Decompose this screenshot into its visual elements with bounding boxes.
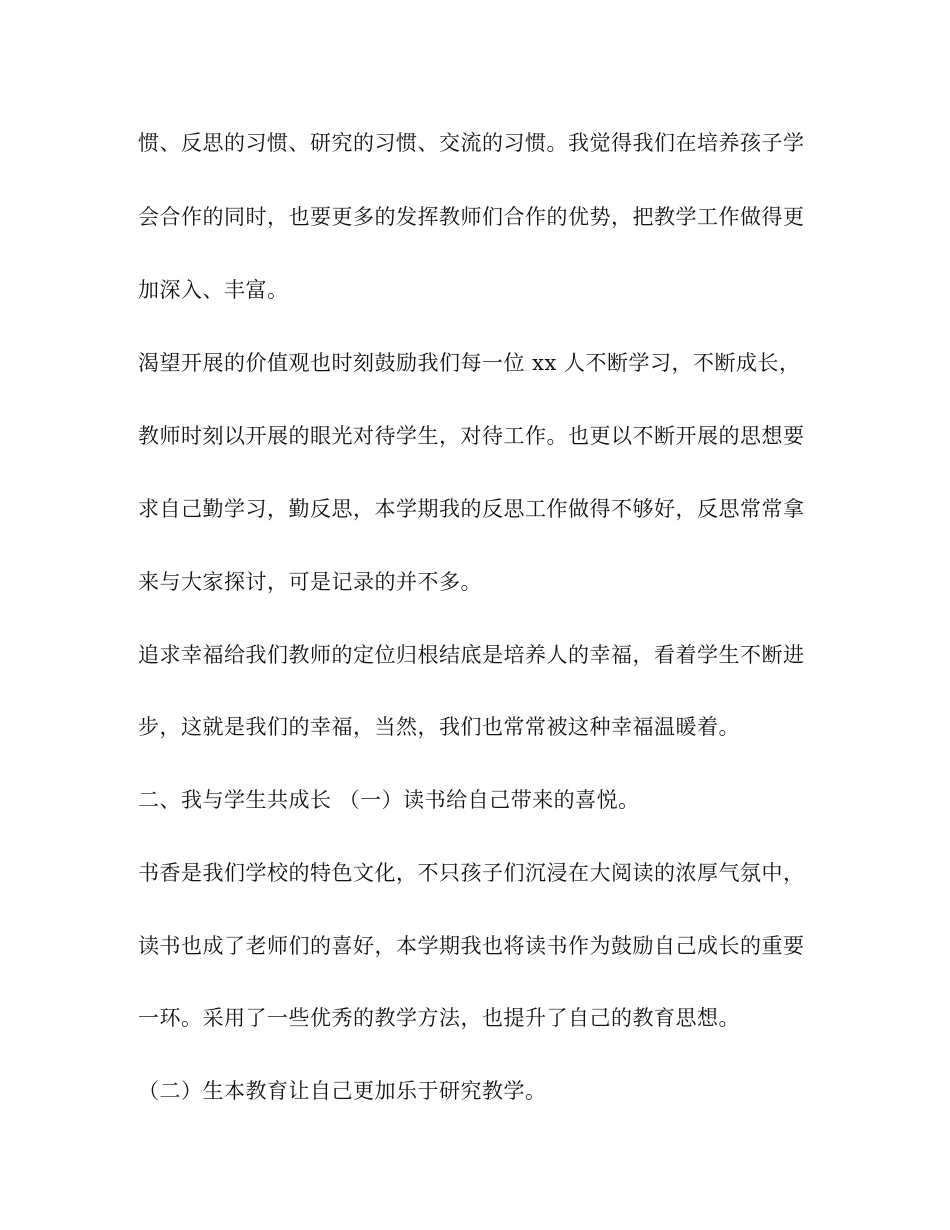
text-line-13: 一环。采用了一些优秀的教学方法，也提升了自己的教育思想。 [138, 1006, 740, 1030]
text-line-1: 惯、反思的习惯、研究的习惯、交流的习惯。我觉得我们在培养孩子学 [138, 131, 805, 155]
text-line-5: 教师时刻以开展的眼光对待学生，对待工作。也更以不断开展的思想要 [138, 424, 805, 448]
text-line-9: 步，这就是我们的幸福，当然，我们也常常被这种幸福温暖着。 [138, 715, 740, 739]
text-line-8: 追求幸福给我们教师的定位归根结底是培养人的幸福，看着学生不断进 [138, 643, 805, 667]
text-line-7: 来与大家探讨，可是记录的并不多。 [138, 570, 482, 594]
text-line-2: 会合作的同时，也要更多的发挥教师们合作的优势，把教学工作做得更 [138, 205, 805, 229]
text-line-4: 渴望开展的价值观也时刻鼓励我们每一位 xx 人不断学习，不断成长， [138, 351, 801, 375]
section-heading: 二、我与学生共成长 （一）读书给自己带来的喜悦。 [138, 788, 640, 812]
text-line-11: 书香是我们学校的特色文化，不只孩子们沉浸在大阅读的浓厚气氛中， [138, 861, 805, 885]
text-line-12: 读书也成了老师们的喜好，本学期我也将读书作为鼓励自己成长的重要 [138, 934, 805, 958]
subsection-heading: （二）生本教育让自己更加乐于研究教学。 [138, 1079, 547, 1103]
text-line-3: 加深入、丰富。 [138, 278, 289, 302]
text-line-6: 求自己勤学习，勤反思，本学期我的反思工作做得不够好，反思常常拿 [138, 497, 805, 521]
